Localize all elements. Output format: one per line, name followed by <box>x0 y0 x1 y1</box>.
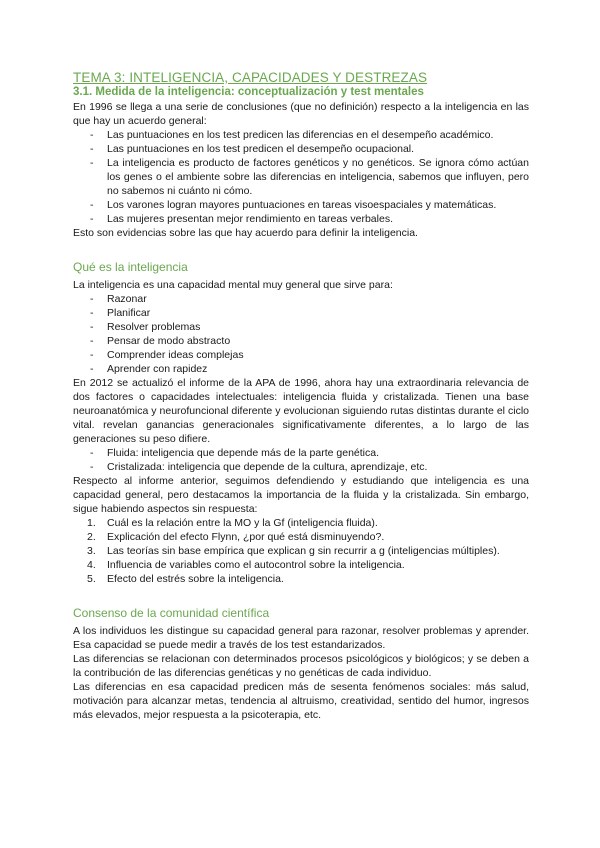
consenso-paragraph-1: A los individuos les distingue su capacidad general para razonar, resolver problemas y aprender. Esa capacidad se puede medir a través de los test estandarizados. <box>73 625 529 651</box>
apa-paragraph: En 2012 se actualizó el informe de la APA de 1996, ahora hay una extraordinaria relevancia de dos factores o capacidades intelectuales: inteligencia fluida y cristalizada. Tienen una base neuroanatómica y neurofuncional diferente y evolucionan siguiendo rutas distintas durante el ciclo vital. revelan ganancias generacionales significativamente diferentes, a lo largo de las generaciones su peso difiere. <box>73 377 529 445</box>
document-title: TEMA 3: INTELIGENCIA, CAPACIDADES Y DESTREZAS <box>73 70 428 85</box>
list-item: - Pensar de modo abstracto <box>90 335 231 347</box>
consenso-paragraph-2: Las diferencias se relacionan con determinados procesos psicológicos y biológicos; y se deben a la contribución de las diferencias genéticas y no genéticas de cada individuo. <box>73 653 529 679</box>
list-item: - Fluida: inteligencia que depende más de la parte genética. <box>90 447 380 459</box>
uses-list <box>73 292 529 376</box>
consenso-paragraph-3: Las diferencias en esa capacidad predicen más de sesenta fenómenos sociales: más salud, motivación para alcanzar metas, tendencia al altruismo, creatividad, sentido del humor, ingresos más elevados, mejor respuesta a la psicoterapia, etc. <box>73 681 529 721</box>
conclusions-list <box>73 128 529 226</box>
list-item: 2. Explicación del efecto Flynn, ¿por qué está disminuyendo?. <box>87 531 385 543</box>
list-item: - Las puntuaciones en los test predicen las diferencias en el desempeño académico. <box>90 129 494 141</box>
document-page <box>73 70 529 722</box>
section-subtitle: 3.1. Medida de la inteligencia: conceptualización y test mentales <box>73 86 424 98</box>
list-item: - Resolver problemas <box>90 321 201 333</box>
list-item: - Los varones logran mayores puntuaciones en tareas visoespaciales y matemáticas. <box>90 199 497 211</box>
list-item: 4. Influencia de variables como el autocontrol sobre la inteligencia. <box>87 559 405 571</box>
section-heading-consenso: Consenso de la comunidad científica <box>73 606 270 620</box>
closing-paragraph: Esto son evidencias sobre las que hay acuerdo para definir la inteligencia. <box>73 227 418 239</box>
list-item: - Planificar <box>90 307 151 319</box>
lead-paragraph: La inteligencia es una capacidad mental muy general que sirve para: <box>73 279 393 291</box>
list-item: 5. Efecto del estrés sobre la inteligencia. <box>87 573 284 585</box>
section-heading-inteligencia: Qué es la inteligencia <box>73 260 188 274</box>
list-item: - Las puntuaciones en los test predicen el desempeño ocupacional. <box>90 143 415 155</box>
list-item: 1. Cuál es la relación entre la MO y la Gf (inteligencia fluida). <box>87 517 378 529</box>
list-item: - Las mujeres presentan mejor rendimiento en tareas verbales. <box>90 213 393 225</box>
respect-paragraph: Respecto al informe anterior, seguimos defendiendo y estudiando que inteligencia es una capacidad general, pero destacamos la importancia de la fluida y la cristalizada. Sin embargo, sigue habiendo aspectos sin respuesta: <box>73 475 529 515</box>
intro-paragraph: En 1996 se llega a una serie de conclusiones (que no definición) respecto a la inteligencia en las que hay un acuerdo general: <box>73 101 529 127</box>
types-list <box>73 446 529 474</box>
list-item: - Cristalizada: inteligencia que depende de la cultura, aprendizaje, etc. <box>90 461 428 473</box>
list-item: - Comprender ideas complejas <box>90 349 244 361</box>
questions-list <box>73 516 529 586</box>
list-item: - La inteligencia es producto de factores genéticos y no genéticos. Se ignora cómo actúan los genes o el ambiente sobre las diferencias en inteligencia, sabemos que influyen, pero no sabemos ni cuánto ni cómo. <box>90 157 529 197</box>
list-item: - Razonar <box>90 293 147 305</box>
list-item: 3. Las teorías sin base empírica que explican g sin recurrir a g (inteligencias múltiples). <box>87 545 500 557</box>
list-item: - Aprender con rapidez <box>90 363 208 375</box>
